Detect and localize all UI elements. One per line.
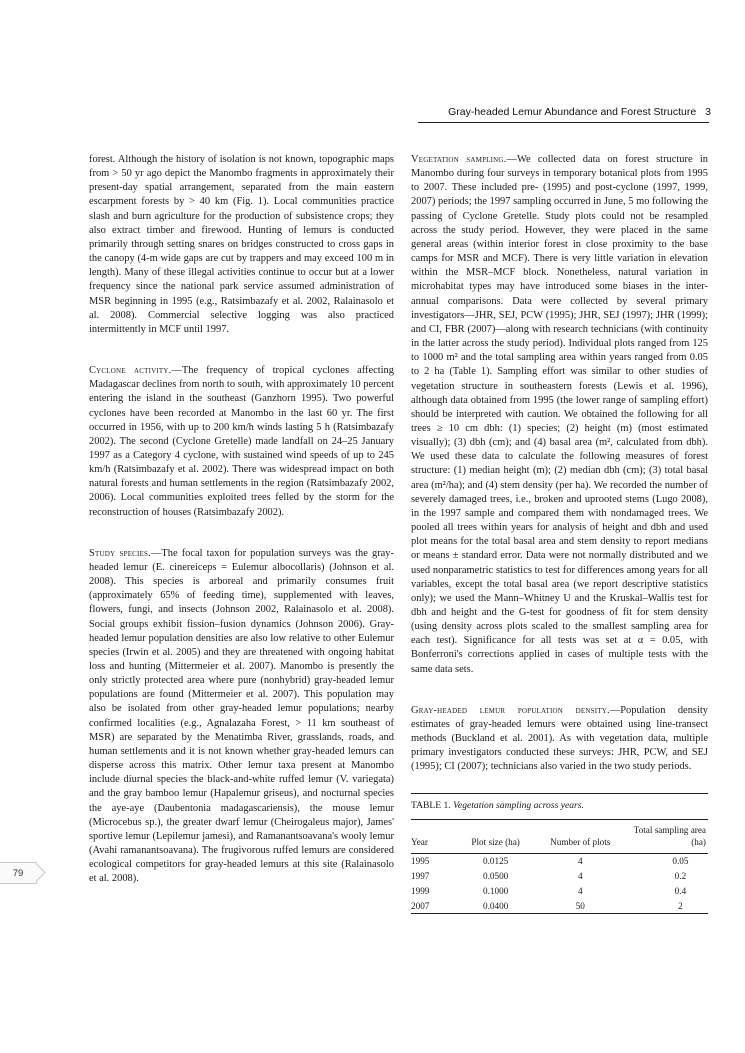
cell-plot-size: 0.0125 [483,855,509,866]
cell-total-area: 0.4 [674,885,687,896]
table-row [411,869,708,884]
cell-plot-size: 0.0500 [483,870,509,881]
paragraph-population [411,704,708,775]
paragraph-vegetation [411,153,708,677]
cell-plot-size: 0.1000 [483,885,509,896]
paragraph-study-species [89,547,394,887]
heading-population-density: Gray-headed lemur population density. [411,704,610,716]
section-cyclone-activity [89,364,394,520]
cell-year: 2007 [411,900,430,911]
section-site-intro [89,153,394,337]
heading-cyclone-activity: Cyclone activity. [89,365,172,377]
section-study-species [89,547,394,887]
cell-plot-size: 0.0400 [483,900,509,911]
running-title: Gray-headed Lemur Abundance and Forest Structure [448,106,697,118]
table-row [411,898,708,913]
cell-number-of-plots: 4 [577,885,583,896]
page-marker-tab[interactable] [0,862,37,884]
cell-year: 1997 [411,870,430,881]
heading-study-species: Study species. [89,547,151,559]
table-1 [411,793,708,915]
cell-year: 1995 [411,855,430,866]
vegetation-table [411,819,708,915]
cell-number-of-plots: 4 [577,855,583,866]
table-caption [411,794,708,819]
header-number-of-plots: Number of plots [550,837,611,848]
cell-total-area: 0.05 [672,855,689,866]
table-label: TABLE 1. [411,799,451,811]
paragraph-isolation: forest. Although the history of isolation is not known, topographic maps from > 50 yr ago depict the Manombo fragments in approximately their present-day spatial arrangement, separated from the main eastern escarpment forests by > 40 km (Fig. 1). Local communities practice slash and burn agriculture for the production of subsistence crops; they also extract timber and firewood. Hunting of lemurs is conducted primarily through setting snares on bridges constructed to cross gaps in the canopy (4-m wide gaps are cut by trappers and may exceed 100 m in length). Many of these illegal activities continue to occur but at a lower frequency since the national park service assumed administration of MSR beginning in 1995 (e.g., Ratsimbazafy et al. 2002, Ralainasolo et al. 2008). Commercial selective logging was also practiced intermittently in MCF until 1997. [89,154,394,335]
running-header [0,106,711,118]
text-vegetation-sampling: —We collected data on forest structure in Manombo during four surveys in temporary botanical plots from 1995 to 2007. These included pre- (1995) and post-cyclone (1997, 1999, 2007) periods; the 1997 sampling occurred in June, 5 mo following the passing of Cyclone Gretelle. Study plots could not be resampled across the study period. However, they were placed in the same general areas (within interior forest in close proximity to the base camps for MSR and MCF). There is very little variation in elevation within the MSR–MCF block. Nonetheless, natural variation in microhabitat types may have introduced some biases in the inter-annual comparisons. Data were collected by several primary investigators—JHR, SEJ, PCW (1995); JHR, SEJ (1997); JHR (1999); and CI, FBR (2007)—along with research technicians (with continuity in the latter across the study period). Individual plots ranged from 125 to 1000 m² and the total sampling area within years ranged from 0.05 to 2 ha (Table 1). Sampling effort was similar to other studies of vegetation structure in southeastern forests (Lewis et al. 1996), although data obtained from 1995 (the lower range of sampling effort) should be interpreted with caution. We obtained the following for all trees ≥ 10 cm dbh: (1) species; (2) height (m) (most estimated visually); (3) dbh (cm); and (4) basal area (m², calculated from dbh). We used these data to calculate the following measures of forest structure: (1) median height (m); (2) median dbh (cm); (3) total basal area (m²/ha); and (4) stem density (per ha). We recorded the number of severely damaged trees, i.e., broken and uprooted stems (Lugo 2008), in the 1997 sample and compared them with nondamaged trees. We pooled all trees within years for analysis of height and dbh and used plot means for the total basal area and stem density to report medians or means ± standard error. Data were not normally distributed and we used nonparametric statistics to test for differences among years for all variables, except the total basal area (we report descriptive statistics only); we used the Mann–Whitney U and the Kruskal–Wallis test for dbh and height and the G-test for goodness of fit for stem density (using density across plots scaled to the smallest sampling area for each test). Significance for all tests was set at α = 0.05, with Bonferroni's corrections applied in cases of multiple tests with the same data sets. [411,154,709,675]
header-total-area: Total sampling area (ha) [633,824,706,848]
heading-vegetation-sampling: Vegetation sampling. [411,154,507,165]
cell-number-of-plots: 50 [575,900,585,911]
cell-total-area: 2 [678,900,683,911]
page-number: 3 [705,106,711,118]
section-vegetation-sampling [411,153,708,677]
text-cyclone-activity: —The frequency of tropical cyclones affecting Madagascar declines from north to south, with approximately 10 percent entering the island in the southeast (Ganzhorn 1995). Two powerful cyclones have been recorded at Manombo in the last 60 yr. The first occurred in 1956, with up to 200 km/h winds lasting 5 h (Ratsimbazafy 2002). The second (Cyclone Gretelle) made landfall on 24–25 January 1997 as a Category 4 cyclone, with sustained wind speeds of up to 245 km/h (Ratsimbazafy et al. 2002). There was widespread impact on both natural forests and human settlements in the region (Ratsimbazafy 2002, 2006). Local communities exploited trees felled by the storm for the reconstruction of houses (Ratsimbazafy 2002). [89,365,394,518]
section-population-density [411,704,708,775]
header-rule [418,122,709,123]
header-plot-size: Plot size (ha) [471,837,520,848]
paragraph-cyclone [89,364,394,520]
header-year: Year [411,837,428,848]
table-row [411,883,708,898]
cell-year: 1999 [411,885,430,896]
table-title: Vegetation sampling across years. [453,799,584,811]
table-row [411,853,708,868]
page-marker-label: 79 [12,867,24,879]
table-header-row [411,819,708,853]
cell-number-of-plots: 4 [577,870,583,881]
left-column [89,153,394,887]
text-study-species: —The focal taxon for population surveys was the gray-headed lemur (E. cinereiceps = Eulemur albocollaris) (Johnson et al. 2008). This species is arboreal and primarily consumes fruit (approximately 65% of feeding time), supplemented with leaves, flowers, fungi, and insects (Johnson 2002, Ralainasolo et al. 2008). Social groups exhibit fission–fusion dynamics (Johnson 2006). Gray-headed lemur population densities are also low relative to other Eulemur species (Irwin et al. 2005) and they are threatened with ongoing habitat loss and hunting (Mittermeier et al. 2007). Manombo is presently the only strictly protected area where pure (nonhybrid) gray-headed lemur populations are found (Mittermeier et al. 2007). This population may also be isolated from other gray-headed lemur populations; nearby confirmed localities (e.g., Agnalazaha Forest, > 11 km southeast of MSR) are separated by the Menatimba River, grasslands, roads, and human settlements and it is not known whether gray-headed lemurs can disperse across this matrix. Other lemur taxa present at Manombo include diurnal species the black-and-white ruffed lemur (V. variegata) and the gray bamboo lemur (Hapalemur griseus), and nocturnal species the aye-aye (Daubentonia madagascariensis), the mouse lemur (Microcebus sp.), the greater dwarf lemur (Cheirogaleus major), James' sportive lemur (Lepilemur jamesi), and Ramanantsoavana's wooly lemur (Avahi ramanantsoavana). The frugivorous ruffed lemurs are considered ecological competitors for gray-headed lemurs at this site (Ralainasolo et al. 2008). [89,547,395,885]
right-column [411,153,708,914]
text-population-density: —Population density estimates of gray-headed lemurs were obtained using line-transect methods (Buckland et al. 2001). As with vegetation data, multiple primary investigators conducted these surveys: JHR, PCW, and SEJ (1995); CI (2007); technicians also varied in the two study periods. [411,704,708,773]
cell-total-area: 0.2 [674,870,687,881]
